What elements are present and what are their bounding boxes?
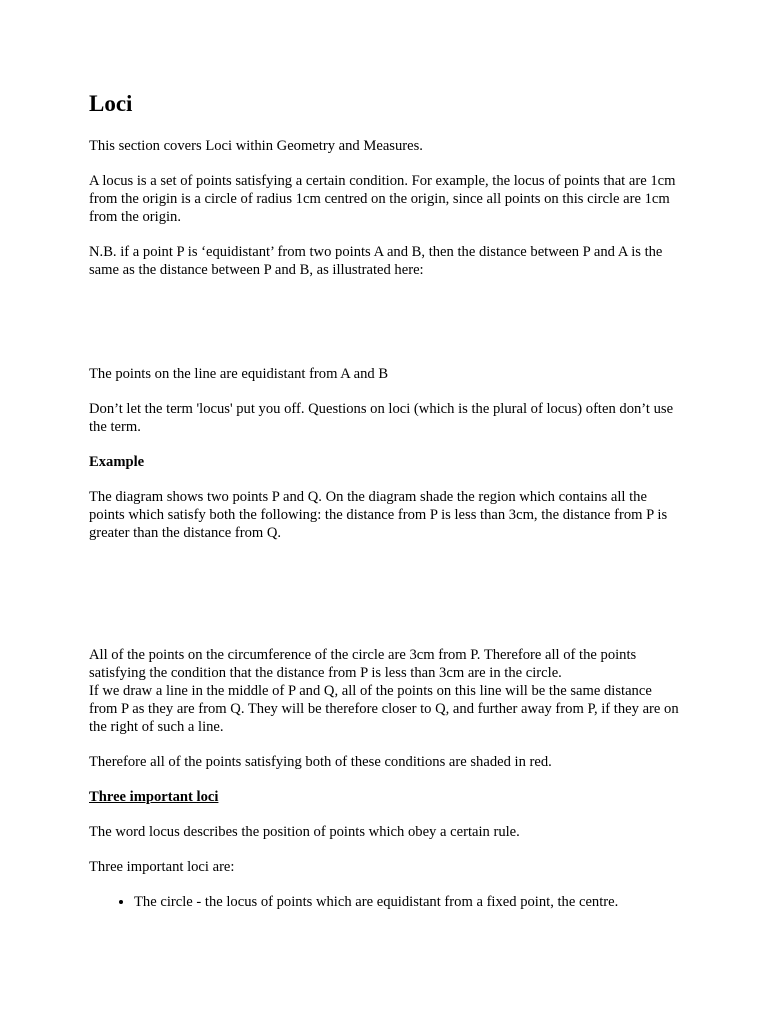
midline-paragraph: If we draw a line in the middle of P and Q, all of the points on this line will be the same distance from P as they are from Q. They will be therefore closer to Q, and further away from P, if they are on the right of such a line.: [89, 683, 679, 735]
example-question: The diagram shows two points P and Q. On the diagram shade the region which contains all the points which satisfy both the following: the distance from P is less than 3cm, the distance from P is greater than the distance from Q.: [89, 489, 668, 541]
intro-paragraph: This section covers Loci within Geometry and Measures.: [89, 138, 423, 154]
nb-paragraph: N.B. if a point P is ‘equidistant’ from two points A and B, then the distance between P and A is the same as the distance between P and B, as illustrated here:: [89, 244, 663, 278]
term-paragraph: Don’t let the term 'locus' put you off. Questions on loci (which is the plural of locus) often don’t use the term.: [89, 401, 674, 435]
shaded-paragraph: Therefore all of the points satisfying both of these conditions are shaded in red.: [89, 754, 552, 770]
three-loci-intro: Three important loci are:: [89, 859, 235, 875]
circumference-paragraph: All of the points on the circumference of the circle are 3cm from P. Therefore all of the points satisfying the condition that the distance from P is less than 3cm are in the circle.: [89, 647, 637, 681]
figure-placeholder-equidistant: [89, 279, 679, 365]
figure-placeholder-example: [89, 542, 679, 646]
loci-list: [89, 893, 679, 911]
definition-paragraph: A locus is a set of points satisfying a certain condition. For example, the locus of points that are 1cm from the origin is a circle of radius 1cm centred on the origin, since all points on this circle are 1cm from the origin.: [89, 173, 676, 225]
figure-caption: The points on the line are equidistant from A and B: [89, 366, 389, 382]
document-page: [89, 89, 679, 911]
three-loci-heading: Three important loci: [89, 789, 219, 805]
page-title: Loci: [89, 91, 133, 116]
example-heading: Example: [89, 454, 145, 470]
list-item: • The circle - the locus of points which are equidistant from a fixed point, the centre.: [134, 893, 679, 911]
locus-describes-paragraph: The word locus describes the position of points which obey a certain rule.: [89, 824, 520, 840]
